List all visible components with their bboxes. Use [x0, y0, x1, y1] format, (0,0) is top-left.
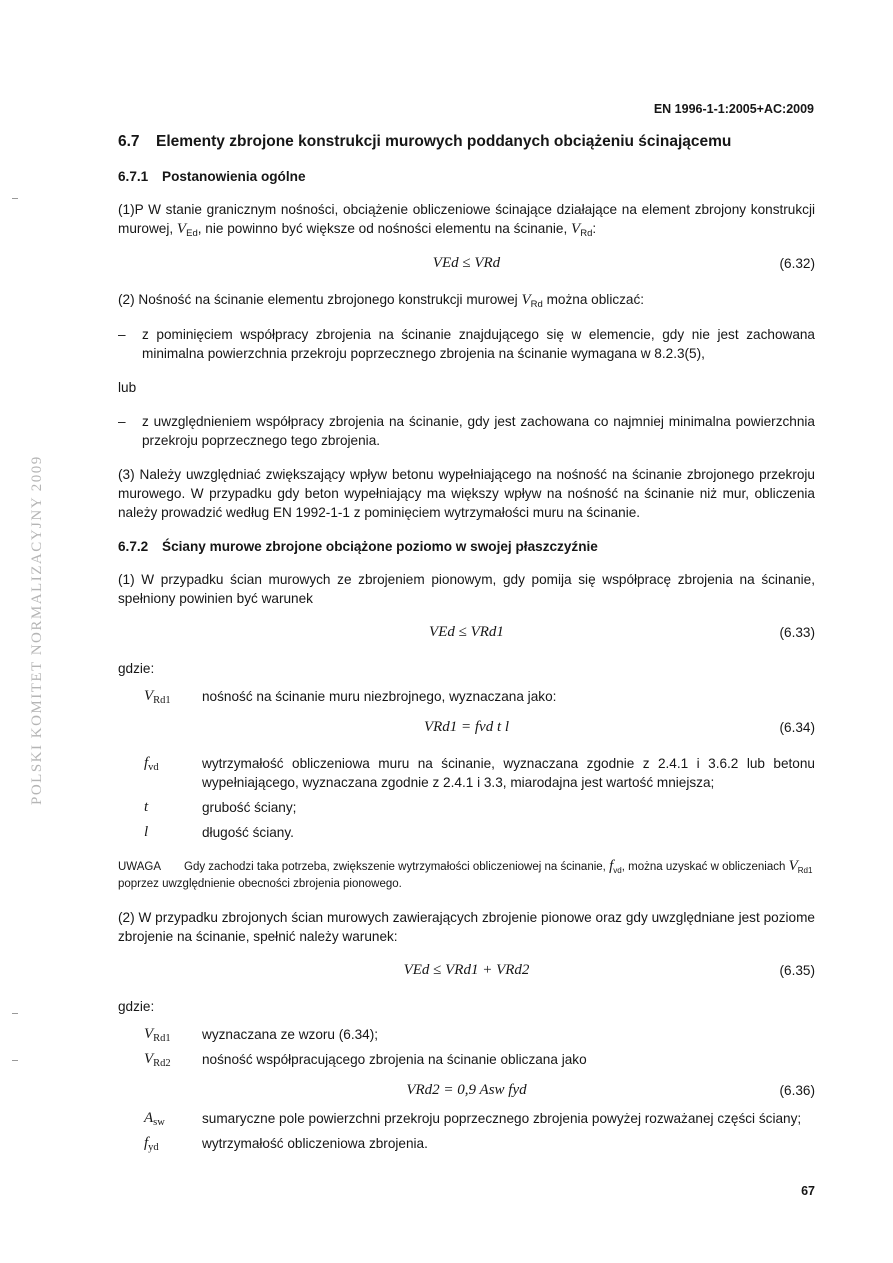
definition-symbol: $V_{Rd2}$: [144, 1051, 171, 1069]
definition-text: wytrzymałość obliczeniowa zbrojenia.: [202, 1136, 428, 1151]
definition-vrd1-ref: [118, 1025, 815, 1044]
formula-expression: VRd1 = fvd t l: [423, 719, 510, 735]
definition-text: sumaryczne pole powierzchni przekroju poprzecznego zbrojenia powyżej rozważanej części ściany;: [202, 1111, 802, 1126]
dash-bullet-icon: –: [118, 414, 126, 429]
paragraph-6-7-2-1: (1) W przypadku ścian murowych ze zbrojeniem pionowym, gdy pomija się współpracę zbrojenia na ścinanie, spełniony powinien być warunek: [118, 572, 815, 606]
formula-expression: VEd ≤ VRd1 + VRd2: [403, 962, 530, 978]
definition-vrd2: [118, 1050, 815, 1069]
definition-vrd1: [118, 687, 815, 706]
definition-text: wyznaczana ze wzoru (6.34);: [202, 1027, 379, 1042]
or-connector: lub: [118, 380, 137, 395]
definition-symbol: l: [144, 824, 149, 840]
definition-text: wytrzymałość obliczeniowa muru na ścinanie, wyznaczana zgodnie z 2.4.1 i 3.6.2 lub betonu wypełniającego, wyznaczana zgodnie z 2.4.1 i 3.3, miarodajna jest wartość mniejsza;: [202, 756, 815, 790]
definition-l: [118, 823, 815, 842]
page-number: 67: [801, 1184, 815, 1198]
margin-mark: [12, 1013, 18, 1014]
equation-number: (6.33): [779, 625, 815, 640]
formula-6-34: [118, 718, 815, 740]
section-heading-6-7-2: 6.7.2 Ściany murowe zbrojone obciążone poziomo w swojej płaszczyźnie: [118, 539, 598, 554]
definition-text: nośność współpracującego zbrojenia na ścinanie obliczana jako: [202, 1052, 587, 1067]
paragraph-6-7-1-1: (1)P W stanie granicznym nośności, obciążenie obliczeniowe ścinające działające na element zbrojony konstrukcji murowej, $V_{Ed}$, nie powinno być większe od nośności elementu na ścinanie, $V_{Rd}$:: [118, 202, 815, 239]
definition-text: długość ściany.: [202, 825, 294, 840]
definition-fvd: [118, 754, 815, 792]
margin-mark: [12, 1060, 18, 1061]
definition-text: grubość ściany;: [202, 800, 297, 815]
formula-expression: VEd ≤ VRd: [432, 255, 501, 271]
equation-number: (6.32): [779, 256, 815, 271]
paragraph-6-7-2-2: (2) W przypadku zbrojonych ścian murowych zawierających zbrojenie pionowe oraz gdy uwzględniane jest poziome zbrojenie na ścinanie, spełnić należy warunek:: [118, 910, 815, 944]
paragraph-6-7-1-3: (3) Należy uwzględniać zwiększający wpływ betonu wypełniającego na nośność na ścinanie zbrojonego przekroju murowego. W przypadku gdy beton wypełniający ma większy wpływ na nośność na ścinanie niż mur, obliczenia należy prowadzić według EN 1992-1-1 z pominięciem wytrzymałości muru na ścinanie.: [118, 467, 815, 520]
formula-6-32: [118, 254, 815, 276]
watermark-text: POLSKI KOMITET NORMALIZACYJNY 2009: [29, 455, 45, 805]
definition-symbol: $A_{sw}$: [144, 1110, 165, 1128]
note-label: UWAGA: [118, 861, 162, 873]
margin-mark: [12, 198, 18, 199]
dash-bullet-icon: –: [118, 327, 126, 342]
list-item: – z pominięciem współpracy zbrojenia na ścinanie znajdującego się w elemencie, gdy nie jest zachowana minimalna powierzchnia przekroju poprzecznego zbrojenia na ścinanie wymagana w 8.2.3(5),: [118, 327, 815, 361]
formula-6-36: [118, 1081, 815, 1103]
standard-reference: EN 1996-1-1:2005+AC:2009: [653, 102, 814, 116]
section-heading-6-7-1: 6.7.1 Postanowienia ogólne: [118, 169, 306, 184]
formula-6-33: [118, 623, 815, 645]
definition-t: [118, 798, 815, 817]
definition-fyd: [118, 1134, 815, 1153]
equation-number: (6.35): [779, 963, 815, 978]
equation-number: (6.36): [779, 1083, 815, 1098]
definition-symbol: $V_{Rd1}$: [144, 688, 171, 706]
equation-number: (6.34): [779, 720, 815, 735]
formula-6-35: [118, 961, 815, 983]
paragraph-6-7-1-2: (2) Nośność na ścinanie elementu zbrojonego konstrukcji murowej $V_{Rd}$ można obliczać:: [118, 292, 645, 310]
section-heading-6-7: 6.7 Elementy zbrojone konstrukcji murowych poddanych obciążeniu ścinającemu: [118, 133, 732, 150]
definition-symbol: $f_{vd}$: [144, 755, 159, 773]
list-item: – z uwzględnieniem współpracy zbrojenia na ścinanie, gdy jest zachowana co najmniej minimalna powierzchnia przekroju poprzecznego tego zbrojenia.: [118, 414, 815, 448]
definition-asw: [118, 1109, 815, 1128]
definition-symbol: $V_{Rd1}$: [144, 1026, 171, 1044]
note-uwaga: UWAGA Gdy zachodzi taka potrzeba, zwiększenie wytrzymałości obliczeniowej na ścinanie, $f_{vd}$, można uzyskać w obliczeniach $V_{Rd1}$ poprzez uwzględnienie obecności zbrojenia pionowego.: [118, 858, 813, 890]
formula-expression: VRd2 = 0,9 Asw fyd: [406, 1082, 527, 1098]
where-label: gdzie:: [118, 999, 155, 1014]
definition-symbol: t: [144, 799, 149, 815]
page-content: [118, 131, 815, 1159]
definition-symbol: $f_{yd}$: [144, 1135, 159, 1153]
where-label: gdzie:: [118, 661, 155, 676]
formula-expression: VEd ≤ VRd1: [429, 624, 504, 640]
definition-text: nośność na ścinanie muru niezbrojnego, wyznaczana jako:: [202, 689, 557, 704]
